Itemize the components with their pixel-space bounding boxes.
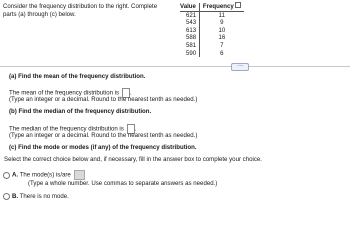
option-b-radio[interactable] <box>3 193 10 200</box>
value-cell: 590 <box>180 50 199 58</box>
option-a[interactable]: A. The mode(s) is/are <box>3 170 85 180</box>
frequency-cell: 7 <box>220 41 224 49</box>
part-a-hint: (Type an integer or a decimal. Round to the nearest tenth as needed.) <box>9 96 198 103</box>
table-row <box>180 19 244 27</box>
part-c-heading: (c) Find the mode or modes (if any) of the frequency distribution. <box>9 144 197 151</box>
value-cell: 588 <box>180 34 199 42</box>
option-b[interactable]: B. There is no mode. <box>3 193 69 201</box>
table-row <box>180 50 244 58</box>
frequency-cell: 10 <box>218 26 226 34</box>
part-b-heading: (b) Find the median of the frequency distribution. <box>9 108 152 115</box>
value-cell: 621 <box>180 11 199 19</box>
problem-intro: Consider the frequency distribution to the right. Complete parts (a) through (c) below. <box>3 3 158 18</box>
table-row <box>180 34 244 42</box>
frequency-cell: 9 <box>220 19 224 27</box>
more-button[interactable]: ····· <box>231 63 249 71</box>
option-a-hint: (Type a whole number. Use commas to separate answers as needed.) <box>28 180 218 187</box>
frequency-header: Frequency <box>199 3 243 11</box>
frequency-cell: 11 <box>199 11 243 19</box>
part-a-prompt: The mean of the frequency distribution is . <box>9 89 132 97</box>
frequency-cell: 16 <box>218 34 226 42</box>
part-b-hint: (Type an integer or a decimal. Round to the nearest tenth as needed.) <box>9 132 198 139</box>
value-header: Value <box>180 3 199 11</box>
table-row <box>180 11 244 19</box>
mode-answer-input[interactable] <box>74 170 85 180</box>
part-b-prompt: The median of the frequency distribution is . <box>9 125 137 133</box>
part-c-instruction: Select the correct choice below and, if necessary, fill in the answer box to complete your choice. <box>4 156 262 163</box>
value-cell: 581 <box>180 42 199 50</box>
copy-icon[interactable] <box>235 2 241 8</box>
part-a-heading: (a) Find the mean of the frequency distribution. <box>9 73 146 80</box>
section-divider <box>0 66 350 67</box>
value-cell: 613 <box>180 27 199 35</box>
option-a-radio[interactable] <box>3 172 10 179</box>
frequency-cell: 6 <box>220 49 224 57</box>
table-row <box>180 42 244 50</box>
value-cell: 543 <box>180 19 199 27</box>
frequency-table <box>180 3 244 57</box>
table-row <box>180 27 244 35</box>
